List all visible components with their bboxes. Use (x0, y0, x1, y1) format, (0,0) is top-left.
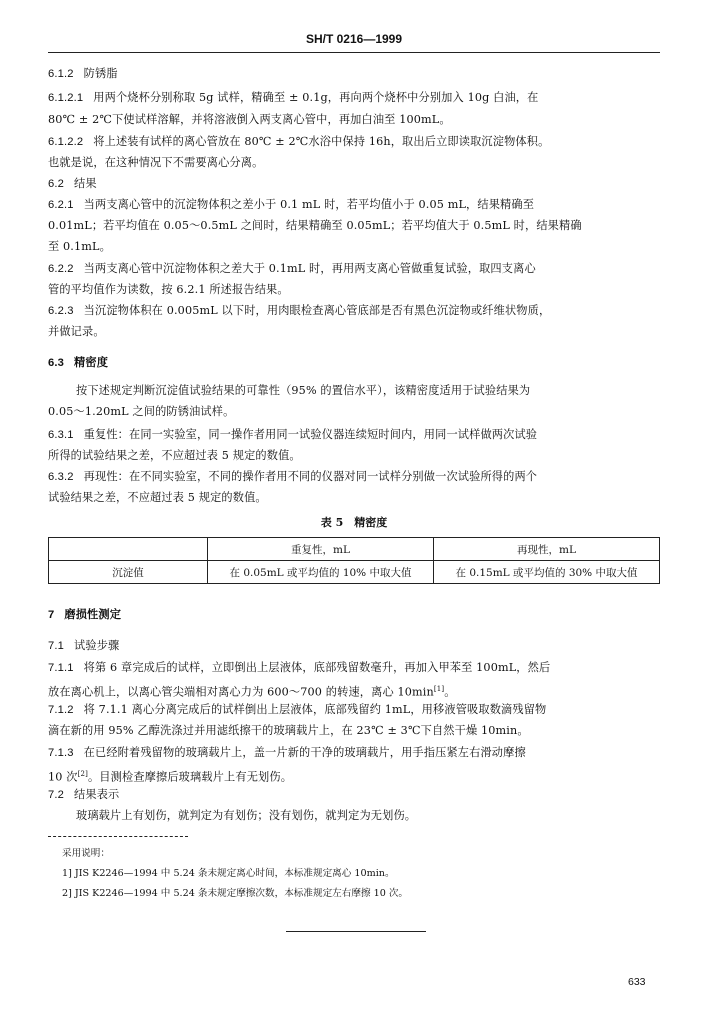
section-7-1-2-line2: 滴在新的用 95% 乙醇洗涤过并用滤纸擦干的玻璃载片上，在 23℃ ± 3℃下自然干燥 10min。 (48, 724, 529, 737)
footnote-rule (48, 836, 188, 837)
section-7-2-paragraph: 玻璃载片上有划伤，就判定为有划伤；没有划伤，就判定为无划伤。 (76, 809, 417, 822)
section-6-3-2: 6.3.2 再现性：在不同实验室，不同的操作者用不同的仪器对同一试样分别做一次试验所得的两个 (48, 470, 538, 483)
section-6-1-2-2-line2: 也就是说，在这种情况下不需要离心分离。 (48, 156, 264, 169)
section-6-2-heading: 6.2 结果 (48, 177, 97, 190)
table-cell: 沉淀值 (49, 561, 208, 584)
section-6-1-2-heading: 6.1.2 防锈脂 (48, 67, 118, 80)
section-6-3-heading: 6.3 精密度 (48, 355, 109, 369)
footnote-title: 采用说明： (62, 848, 110, 859)
header-rule (48, 52, 660, 53)
section-7-1-3: 7.1.3 在已经附着残留物的玻璃载片上，盖一片新的干净的玻璃载片，用手指压紧左右滑动摩擦 (48, 746, 526, 759)
section-6-1-2-2: 6.1.2.2 将上述装有试样的离心管放在 80℃ ± 2℃水浴中保持 16h，取出后立即读取沉淀物体积。 (48, 135, 550, 148)
section-6-2-1-line3: 至 0.1mL。 (48, 240, 111, 253)
standard-code-header: SH/T 0216—1999 (305, 32, 403, 46)
section-6-1-2-1-line2: 80℃ ± 2℃下使试样溶解，并将溶液倒入两支离心管中，再加白油至 100mL。 (48, 113, 451, 126)
end-rule (286, 931, 426, 932)
section-6-2-3-line2: 并做记录。 (48, 325, 105, 338)
table-cell: 在 0.05mL 或平均值的 10% 中取大值 (208, 561, 434, 584)
table-header-row (49, 538, 660, 561)
section-7-1-3-line2: 10 次[2]。目测检查摩擦后玻璃载片上有无划伤。 (48, 770, 293, 784)
section-6-3-paragraph-line2: 0.05～1.20mL 之间的防锈油试样。 (48, 405, 235, 418)
section-7-1-1-line2: 放在离心机上，以离心管尖端相对离心力为 600～700 的转速，离心 10min[1]。 (48, 685, 456, 699)
footnote-1: 1] JIS K2246—1994 中 5.24 条未规定离心时间，本标准规定离心 10min。 (62, 868, 395, 879)
section-7-1-heading: 7.1 试验步骤 (48, 639, 120, 652)
table-header-cell: 再现性，mL (434, 538, 660, 561)
section-6-2-2: 6.2.2 当两支离心管中沉淀物体积之差大于 0.1mL 时，再用两支离心管做重复试验，取四支离心 (48, 262, 536, 275)
table-row (49, 561, 660, 584)
section-6-2-3: 6.2.3 当沉淀物体积在 0.005mL 以下时，用肉眼检查离心管底部是否有黑色沉淀物或纤维状物质， (48, 304, 551, 317)
page-number: 633 (628, 976, 646, 988)
table-5-caption: 表 5 精密度 (320, 516, 388, 529)
section-6-3-1: 6.3.1 重复性：在同一实验室，同一操作者用同一试验仪器连续短时间内，用同一试样做两次试验 (48, 428, 538, 441)
section-7-heading: 7 磨损性测定 (48, 607, 122, 621)
section-6-3-paragraph: 按下述规定判断沉淀值试验结果的可靠性（95% 的置信水平），该精密度适用于试验结果为 (76, 384, 531, 397)
table-header-cell: 重复性，mL (208, 538, 434, 561)
section-6-1-2-1: 6.1.2.1 用两个烧杯分别称取 5g 试样，精确至 ± 0.1g，再向两个烧杯中分别加入 10g 白油，在 (48, 91, 539, 104)
section-7-1-1: 7.1.1 将第 6 章完成后的试样，立即倒出上层液体，底部残留数毫升，再加入甲苯至 100mL，然后 (48, 661, 551, 674)
table-header-cell (49, 538, 208, 561)
section-6-2-1: 6.2.1 当两支离心管中的沉淀物体积之差小于 0.1 mL 时，若平均值小于 0.05 mL，结果精确至 (48, 198, 535, 211)
precision-table (48, 537, 660, 584)
section-6-2-1-line2: 0.01mL；若平均值在 0.05～0.5mL 之间时，结果精确至 0.05mL；若平均值大于 0.5mL 时，结果精确 (48, 219, 582, 232)
section-6-3-2-line2: 试验结果之差，不应超过表 5 规定的数值。 (48, 491, 267, 504)
section-6-2-2-line2: 管的平均值作为读数，按 6.2.1 所述报告结果。 (48, 283, 289, 296)
section-7-2-heading: 7.2 结果表示 (48, 788, 120, 801)
section-7-1-2: 7.1.2 将 7.1.1 离心分离完成后的试样倒出上层液体，底部残留约 1mL，用移液管吸取数滴残留物 (48, 703, 547, 716)
footnote-2: 2] JIS K2246—1994 中 5.24 条未规定摩擦次数，本标准规定左右摩擦 10 次。 (62, 888, 409, 899)
table-cell: 在 0.15mL 或平均值的 30% 中取大值 (434, 561, 660, 584)
section-6-3-1-line2: 所得的试验结果之差，不应超过表 5 规定的数值。 (48, 449, 301, 462)
